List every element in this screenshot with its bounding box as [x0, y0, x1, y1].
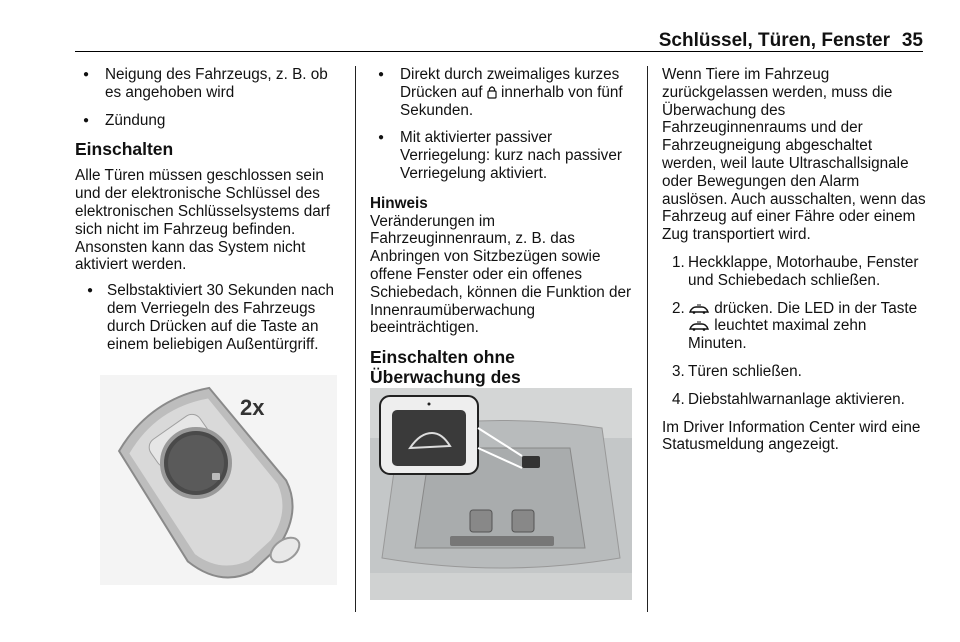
- step-3: 3. Türen schließen.: [672, 362, 802, 380]
- lock-icon: [487, 85, 497, 99]
- key-fob-image: [100, 375, 337, 585]
- para-animals: Wenn Tiere im Fahrzeug zurückgelassen werden, muss die Überwachung des Fahrzeuginnenraums und der Fahrzeugneigung abgeschaltet werden, weil laute Ultraschallsignale oder Bewegungen den Alarm auslösen. Auch ausschalten, wenn das Fahrzeug auf einer Fähre oder einem Zug transportiert wird.: [662, 66, 926, 244]
- car-alarm-icon: [688, 304, 710, 314]
- bullet-ignition: ● Zündung: [75, 112, 345, 130]
- column-divider-2: [647, 66, 648, 612]
- column-2: [370, 66, 632, 435]
- page-title: Schlüssel, Türen, Fenster: [658, 30, 890, 51]
- header-divider: [75, 51, 923, 52]
- note-text: Veränderungen im Fahrzeuginnenraum, z. B. das Anbringen von Sitzbezügen sowie offene Fenster oder ein offenes Schiebedach, können die Funktion der Innenraumüberwachung beeinträchtigen.: [370, 212, 632, 337]
- column-3: [662, 66, 927, 462]
- para-status-message: Im Driver Information Center wird eine Statusmeldung angezeigt.: [662, 418, 921, 454]
- bullet-self-activation: ● Selbstaktiviert 30 Sekunden nach dem Verriegeln des Fahrzeugs durch Drücken auf die Taste an einem beliebigen Außentürgriff.: [75, 282, 345, 353]
- overhead-panel-image: [370, 388, 632, 600]
- heading-einschalten: Einschalten: [75, 139, 174, 160]
- key-fob-illustration: [100, 375, 337, 585]
- column-1: [75, 66, 345, 363]
- bullet-vehicle-tilt: ● Neigung des Fahrzeugs, z. B. ob es angehoben wird: [75, 66, 345, 102]
- double-press-label: 2x: [240, 395, 265, 420]
- bullet-double-press-pre: Direkt durch zweimaliges kurzes Drücken auf: [400, 66, 620, 101]
- step-2: 2. drücken. Die LED in der Taste leuchtet maximal zehn Minuten.: [672, 299, 918, 353]
- note-title: Hinweis: [370, 194, 428, 212]
- car-alarm-icon: [688, 321, 710, 331]
- heading-without-monitoring: Einschalten ohne Überwachung des: [370, 347, 521, 388]
- steps-list: [662, 254, 927, 409]
- page-number: 35: [901, 30, 923, 51]
- para-doors-closed: Alle Türen müssen geschlossen sein und der elektronische Schlüssel des elektronischen Schlüsselsystems darf sich nicht im Fahrzeug befinden. Ansonsten kann das System nicht aktiviert werden.: [75, 167, 331, 274]
- overhead-panel-illustration: [370, 388, 632, 600]
- column-divider-1: [355, 66, 356, 612]
- bullet-double-press-post: innerhalb von fünf Sekunden.: [400, 83, 623, 119]
- step-1: 1. Heckklappe, Motorhaube, Fenster und Schiebedach schließen.: [672, 253, 919, 289]
- page-header: [0, 0, 960, 50]
- bullet-passive-locking: ● Mit aktivierter passiver Verriegelung: kurz nach passiver Verriegelung aktiviert.: [370, 129, 632, 182]
- bullet-double-press: [370, 66, 632, 119]
- step-4: 4. Diebstahlwarnanlage aktivieren.: [672, 390, 905, 408]
